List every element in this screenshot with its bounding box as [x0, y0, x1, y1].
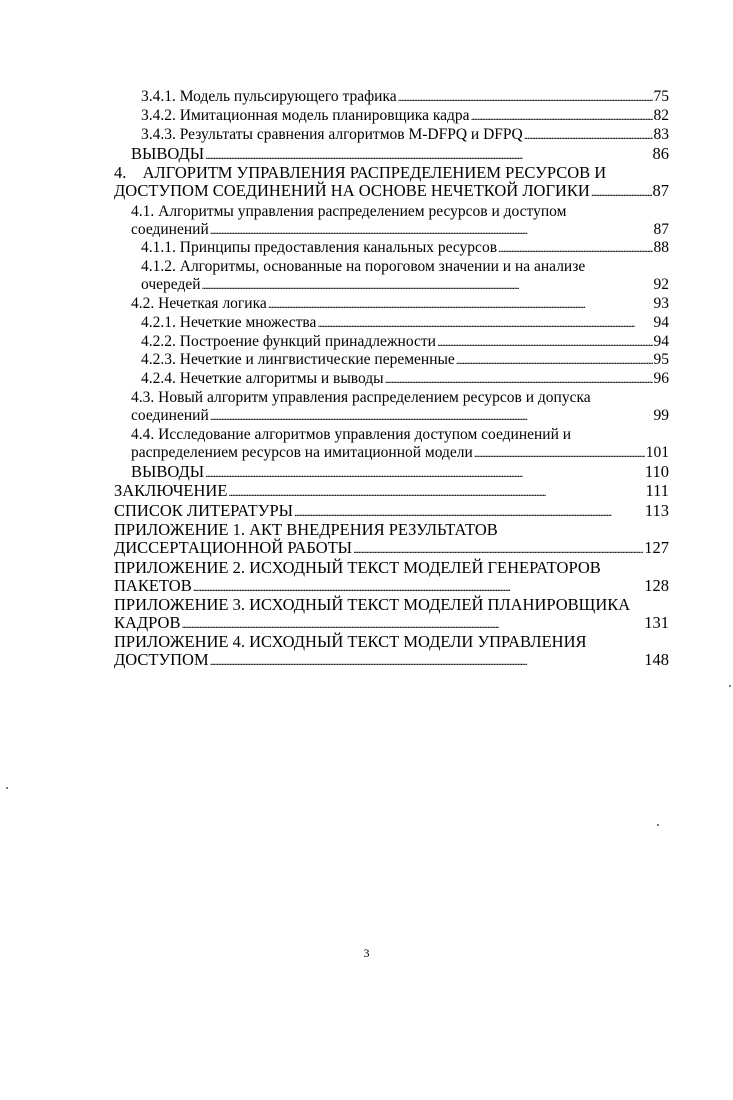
toc-entry-page: 131 — [644, 613, 669, 632]
dot-leader — [202, 276, 653, 294]
dot-leader — [193, 577, 644, 596]
dot-leader — [268, 295, 653, 313]
toc-entry-conclusions-ch4 — [131, 463, 669, 482]
toc-entry-4-2-3 — [141, 351, 669, 369]
toc-entry-page: 87 — [652, 181, 669, 200]
toc-entry-page: 88 — [653, 239, 669, 256]
dot-leader — [591, 182, 652, 201]
dot-leader — [294, 502, 644, 521]
toc-entry-4-2 — [131, 295, 669, 313]
toc-entry-title: ЗАКЛЮЧЕНИЕ — [114, 481, 228, 500]
page-number: 3 — [363, 946, 370, 960]
toc-entry-title: 3.4.3. Результаты сравнения алгоритмов M-DFPQ и DFPQ — [141, 126, 523, 143]
dot-leader — [437, 333, 653, 351]
toc-entry-page: 110 — [644, 462, 669, 481]
toc-entry-title: ВЫВОДЫ — [131, 462, 205, 481]
toc-entry-title-line1: ПРИЛОЖЕНИЕ 4. ИСХОДНЫЙ ТЕКСТ МОДЕЛИ УПРАВЛЕНИЯ — [114, 632, 587, 651]
toc-entry-page: 75 — [653, 88, 669, 105]
dot-leader — [456, 351, 653, 369]
toc-entry-title: 4.2.2. Построение функций принадлежности — [141, 333, 436, 350]
toc-entry-4-1 — [131, 203, 669, 239]
toc-entry-appendix-1 — [114, 521, 669, 558]
toc-entry-title-line2: распределением ресурсов на имитационной модели — [131, 444, 473, 461]
dot-leader — [181, 614, 643, 633]
toc-entry-page: 113 — [644, 501, 669, 520]
toc-entry-page: 95 — [653, 351, 669, 368]
dot-leader — [210, 651, 644, 670]
toc-entry-title-line1: ПРИЛОЖЕНИЕ 2. ИСХОДНЫЙ ТЕКСТ МОДЕЛЕЙ ГЕНЕРАТОРОВ — [114, 558, 601, 577]
toc-entry-title-line1: ПРИЛОЖЕНИЕ 1. АКТ ВНЕДРЕНИЯ РЕЗУЛЬТАТОВ — [114, 520, 498, 539]
toc-entry-conclusion — [114, 482, 669, 501]
toc-entry-page: 101 — [645, 444, 669, 461]
toc-entry-title-line2: очередей — [141, 276, 201, 293]
toc-entry-page: 93 — [653, 295, 669, 312]
toc-entry-title-line2: КАДРОВ — [114, 613, 181, 632]
dot-leader — [205, 145, 651, 164]
dot-leader — [317, 314, 652, 332]
toc-entry-title: ВЫВОДЫ — [131, 144, 205, 163]
toc-entry-title: 4.2. Нечеткая логика — [131, 295, 267, 312]
dot-leader — [471, 107, 653, 125]
toc-entry-3-4-2 — [141, 107, 669, 125]
toc-entry-title: 4.2.3. Нечеткие и лингвистические переменные — [141, 351, 455, 368]
dot-leader — [228, 482, 644, 501]
toc-entry-title: 4.2.4. Нечеткие алгоритмы и выводы — [141, 370, 384, 387]
toc-entry-page: 82 — [653, 107, 669, 124]
dot-leader — [474, 444, 645, 462]
toc-entry-page: 128 — [644, 576, 669, 595]
toc-entry-title-line1: ПРИЛОЖЕНИЕ 3. ИСХОДНЫЙ ТЕКСТ МОДЕЛЕЙ ПЛАНИРОВЩИКА — [114, 595, 631, 614]
toc-entry-references — [114, 502, 669, 521]
scan-speck — [657, 824, 659, 826]
toc-entry-chapter-4 — [114, 164, 669, 201]
toc-entry-title-line1: 4.4. Исследование алгоритмов управления доступом соединений и — [131, 426, 572, 443]
dot-leader — [205, 463, 644, 482]
toc-entry-title-line2: соединений — [131, 221, 209, 238]
toc-entry-appendix-4 — [114, 633, 669, 670]
toc-entry-page: 94 — [653, 333, 669, 350]
toc-entry-title-line1: 4.1. Алгоритмы управления распределением ресурсов и доступом — [131, 203, 567, 220]
toc-entry-conclusions-ch3 — [131, 145, 669, 164]
toc-entry-title: 3.4.1. Модель пульсирующего трафика — [141, 88, 397, 105]
toc-entry-title: 4.1.1. Принципы предоставления канальных ресурсов — [141, 239, 498, 256]
dot-leader — [353, 539, 643, 558]
toc-entry-number: 4. — [114, 163, 127, 182]
toc-entry-page: 111 — [645, 481, 669, 500]
toc-entry-title-line2: ДОСТУПОМ — [114, 650, 209, 669]
toc-entry-title-line2: ДОСТУПОМ СОЕДИНЕНИЙ НА ОСНОВЕ НЕЧЕТКОЙ ЛОГИКИ — [114, 181, 590, 200]
toc-entry-page: 92 — [653, 276, 669, 293]
toc-entry-4-2-2 — [141, 333, 669, 351]
scan-speck — [729, 685, 731, 687]
dot-leader — [398, 88, 653, 106]
dot-leader — [524, 126, 653, 144]
toc-entry-3-4-1 — [141, 88, 669, 106]
toc-entry-3-4-3 — [141, 126, 669, 144]
toc-entry-page: 99 — [653, 407, 669, 424]
scan-speck — [6, 787, 8, 789]
toc-entry-page: 87 — [653, 221, 669, 238]
toc-entry-title-line2: ПАКЕТОВ — [114, 576, 192, 595]
toc-entry-page: 83 — [653, 126, 669, 143]
toc-entry-page: 127 — [644, 538, 669, 557]
toc-entry-title-line1: 4.3. Новый алгоритм управления распределением ресурсов и допуска — [131, 389, 591, 406]
toc-entry-4-2-4 — [141, 370, 669, 388]
toc-entry-appendix-3 — [114, 596, 669, 633]
toc-entry-title: 4.2.1. Нечеткие множества — [141, 314, 317, 331]
toc-entry-4-1-2 — [141, 258, 669, 294]
dot-leader — [210, 221, 653, 239]
toc-entry-title-line1: АЛГОРИТМ УПРАВЛЕНИЯ РАСПРЕДЕЛЕНИЕМ РЕСУРСОВ И — [142, 163, 607, 182]
toc-entry-page: 94 — [653, 314, 669, 331]
toc-entry-title-line1: 4.1.2. Алгоритмы, основанные на пороговом значении и на анализе — [141, 258, 586, 275]
toc-entry-4-3 — [131, 389, 669, 425]
toc-entry-title: 3.4.2. Имитационная модель планировщика кадра — [141, 107, 470, 124]
toc-entry-4-2-1 — [141, 314, 669, 332]
dot-leader — [498, 239, 652, 257]
toc-entry-title: СПИСОК ЛИТЕРАТУРЫ — [114, 501, 294, 520]
toc-entry-page: 148 — [644, 650, 669, 669]
dot-leader — [385, 370, 653, 388]
toc-entry-title-line2: соединений — [131, 407, 209, 424]
dot-leader — [210, 407, 653, 425]
toc-entry-title-line2: ДИССЕРТАЦИОННОЙ РАБОТЫ — [114, 538, 353, 557]
toc-entry-appendix-2 — [114, 559, 669, 596]
toc-entry-4-1-1 — [141, 239, 669, 257]
toc-entry-page: 86 — [652, 144, 669, 163]
toc-entry-4-4 — [131, 426, 669, 462]
toc-entry-page: 96 — [653, 370, 669, 387]
